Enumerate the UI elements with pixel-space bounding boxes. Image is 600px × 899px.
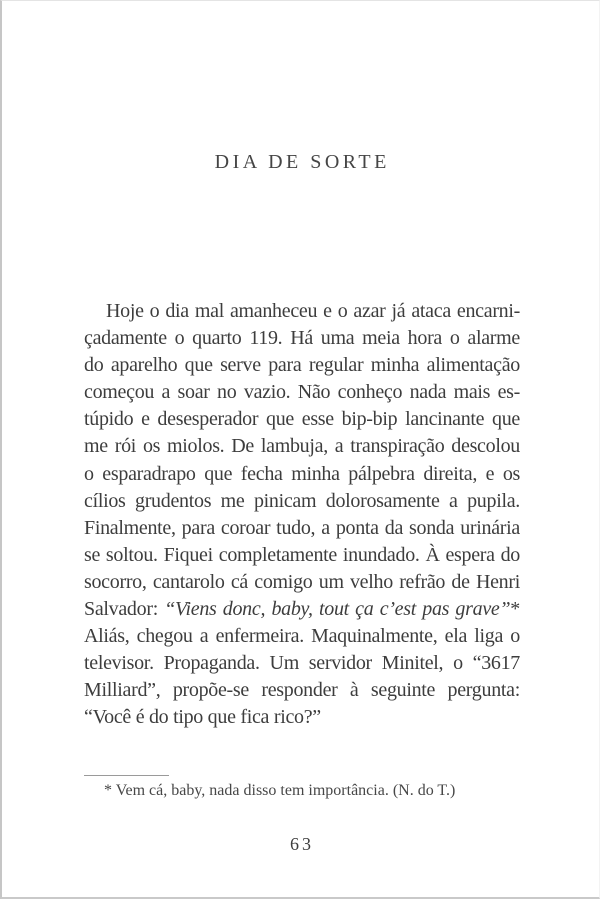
paragraph-line: “Você é do tipo que fica rico?” [84,706,321,729]
paragraph-line: me rói os miolos. De lambuja, a transpiração descolou [84,435,520,458]
footnote-separator [84,775,169,776]
paragraph-line: Aliás, chegou a enfermeira. Maquinalmente, ela liga o [84,625,520,648]
chapter-title: DIA DE SORTE [214,151,390,173]
footnote-marker: * [510,598,520,621]
paragraph-line: cílios grudentos me pinicam dolorosamente a pupila. [84,489,520,512]
paragraph-line [84,596,520,623]
paragraph-line: Finalmente, para coroar tudo, a ponta da sonda urinária [84,516,520,539]
paragraph-line: Hoje o dia mal amanheceu e o azar já ataca encarni- [106,300,520,322]
paragraph [84,298,520,732]
paragraph-line: do aparelho que serve para regular minha alimentação [84,354,520,377]
page-number: 63 [290,834,314,854]
paragraph-line: socorro, cantarolo cá comigo um velho refrão de Henri [84,570,520,593]
paragraph-line: Milliard”, propõe-se responder à seguinte pergunta: [84,679,520,702]
paragraph-line: televisor. Propaganda. Um servidor Minitel, o “3617 [84,652,520,675]
paragraph-line: túpido e desesperador que esse bip-bip lancinante que [84,408,520,431]
quote-intro: Salvador: [84,598,165,621]
paragraph-line: se soltou. Fiquei completamente inundado. À espera do [84,543,520,566]
paragraph-line: começou a soar no vazio. Não conheço nada mais es- [84,381,520,404]
paragraph-line: çadamente o quarto 119. Há uma meia hora o alarme [84,327,520,350]
footnote-text: * Vem cá, baby, nada disso tem importância. (N. do T.) [104,782,456,799]
french-quote: “Viens donc, baby, tout ça c’est pas grave” [164,598,511,621]
paragraph-line: o esparadrapo que fecha minha pálpebra direita, e os [84,462,520,485]
